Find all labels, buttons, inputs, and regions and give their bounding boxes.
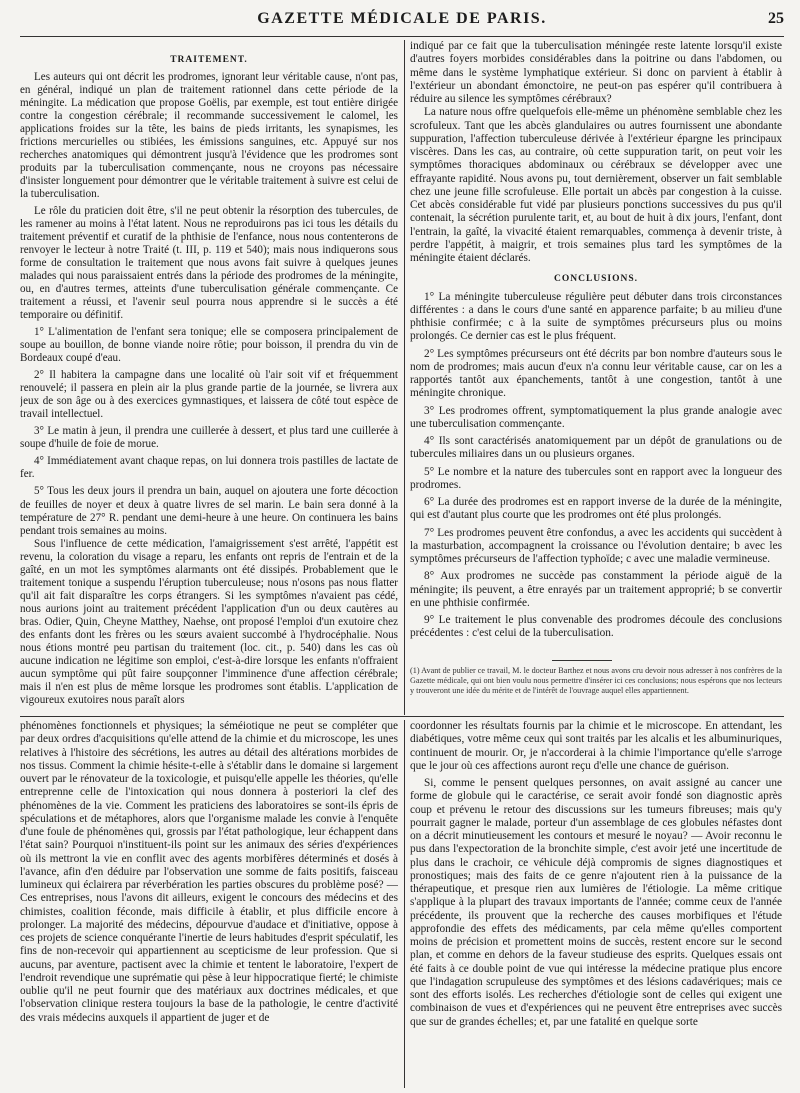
conclusion-item: 2° Les symptômes précurseurs ont été décrits par bon nombre d'auteurs sous le nom de prodromes; mais aucun d'eux n'a connu leur véritable cause, car on les a rapportés tantôt aux épanchements, tantôt à une congestion, tantôt à une méningite chronique. xyxy=(410,347,782,400)
conclusion-item: 8° Aux prodromes ne succède pas constamment la période aiguë de la méningite; ils peuvent, a être enrayés par un traitement approprié; b se convertir en une phthisie confirmée. xyxy=(410,570,782,609)
conclusion-item: 4° Ils sont caractérisés anatomiquement par un dépôt de granulations ou de tubercules miliaires dans un ou plusieurs organes. xyxy=(410,435,782,461)
paragraph: Le rôle du praticien doit être, s'il ne peut obtenir la résorption des tubercules, de les ramener au moins à l'état latent. Nous ne reproduirons pas ici tous les détails du traitement préventif et curatif de la phthisie de l'enfance, nous nous contenterons de renvoyer le lecteur à notre Traité (t. III, p. 119 et 540); mais nous indiquerons sous forme de consultation le traitement que nous avons fait suivre à quelques jeunes malades qui nous paraissaient entrés dans la période des prodromes de la méningite, ou, en d'autres termes, atteints d'une tuberculisation générale commençante. Ce traitement a réussi, et l'avenir seul pourra nous apprendre si le succès a été temporaire ou définitif. xyxy=(20,205,398,322)
conclusion-item: 3° Les prodromes offrent, symptomatiquement la plus grande analogie avec une tuberculisation commençante. xyxy=(410,404,782,430)
lower-right-column xyxy=(410,720,782,1086)
conclusion-item: 5° Le nombre et la nature des tubercules sont en rapport avec la longueur des prodromes. xyxy=(410,465,782,491)
paragraph: coordonner les résultats fournis par la chimie et le microscope. En attendant, les diabétiques, votre même ceux qui sont traités par les alcalis et les albuminuriques, continuent de mourir. Or, je n'accorderai à la chimie l'importance qu'elle s'arroge que le jour où ces affections auront reçu d'elle une chance de guérison. xyxy=(410,720,782,772)
footnote: (1) Avant de publier ce travail, M. le docteur Barthez et nous avons cru devoir nous adresser à nos confrères de la Gazette médicale, qui ont bien voulu nous permettre d'insérer ici ces conclusions; nous espérons que nos lecteurs y trouveront une idée du mérite et de l'intérêt de l'ouvrage auquel elles appartiennent. xyxy=(410,666,782,695)
page-number: 25 xyxy=(768,10,784,27)
upper-right-column xyxy=(410,40,782,648)
column-divider xyxy=(404,40,405,715)
paragraph: Les auteurs qui ont décrit les prodromes, ignorant leur véritable cause, n'ont pas, en général, indiqué un plan de traitement rationnel dans cette période de la méningite. La médication que propose Goëlis, par exemple, est tout entière dirigée contre la congestion cérébrale; il recommande successivement le calomel, les applications froides sur la tête, les bains de pieds irritants, les synapismes, les frictions mercurielles ou stibiées, les émissions sanguines, etc. Appuyé sur nos recherches anatomiques qui démontrent jusqu'à l'évidence que les prodromes sont produits par la tuberculisation commençante, nous ne croyons pas nécessaire d'insister longuement pour démontrer que le véritable traitement à suivre est celui de la tuberculisation. xyxy=(20,71,398,201)
paragraph: 3° Le matin à jeun, il prendra une cuillerée à dessert, et plus tard une cuillerée à soupe d'huile de foie de morue. xyxy=(20,425,398,451)
header-rule xyxy=(20,36,784,37)
conclusion-item: 9° Le traitement le plus convenable des prodromes découle des conclusions précédentes : c'est celui de la tuberculisation. xyxy=(410,614,782,640)
journal-title: GAZETTE MÉDICALE DE PARIS. xyxy=(257,10,547,27)
paragraph: 1° L'alimentation de l'enfant sera tonique; elle se composera principalement de soupe au bouillon, de bonne viande noire rôtie; pour boisson, il prendra du vin de Bordeaux coupé d'eau. xyxy=(20,326,398,365)
page-header xyxy=(20,8,784,34)
paragraph: La nature nous offre quelquefois elle-même un phénomène semblable chez les scrofuleux. Tant que les abcès glandulaires ou autres fournissent une abondante suppuration, l'affection tuberculeuse dérivée à l'extérieur épargne les principaux viscères. Dans les cas, au contraire, où cette suppuration tarit, on peut voir les symptômes thoraciques abdominaux ou cérébraux se développer avec une effrayante rapidité. Nous avons pu, tout dernièrement, observer un fait semblable chez une jeune fille scrofuleuse. Elle portait un abcès par congestion à la cuisse. Cet abcès considérable fut vidé par plusieurs ponctions successives du pus qu'il contenait, la sécrétion purulente tarit, et, au bout de huit à dix jours, l'enfant, dont l'entrain, la gaîté, la vivacité étaient remarquables, commença à devenir triste, à perdre l'appétit, à maigrir, et trois semaines plus tard les symptômes de la méningite étaient déclarés. xyxy=(410,106,782,264)
section-title-conclusions: CONCLUSIONS. xyxy=(553,274,639,285)
conclusion-item: 6° La durée des prodromes est en rapport inverse de la durée de la méningite, qui est d'autant plus courte que les prodromes ont été plus prolongés. xyxy=(410,496,782,522)
column-divider xyxy=(404,720,405,1088)
paragraph: Si, comme le pensent quelques personnes, on avait assigné au cancer une forme de globule qui le caractérise, ce serait avoir fondé son diagnostic après coup et prévenu le retour des discussions sur les tumeurs fibreuses; mais qu'y pourrait gagner le malade, porteur d'un assemblage de ces globules néfastes dont on a décrit minutieusement les contours et mesuré le noyau? — Avoir reconnu le pus dans l'expectoration de la bronchite simple, c'est avoir jeté une incertitude de plus dans le crachoir, ce véhicule déjà compromis de signes diagnostiques et pronostiques; mais des faits de ce genre n'ajoutent rien à la puissance de la thérapeutique, et presque rien aux lumières de l'étiologie. La même critique s'applique à la plupart des travaux importants de l'année; comme ceux de l'année précédente, ils prouvent que la recherche des causes morbifiques et l'étude approfondie des effets des médicaments, par cela même qu'elles comportent moins de précision et promettent moins de succès, restent encore sur le second plan, et comme en dehors de la faveur studieuse des esprits. Quelques essais ont été faits à ce double point de vue qui intéresse la médecine pratique plus encore que l'indagation scrupuleuse des symptômes et des lésions cadavériques; mais ce sont des efforts isolés. Les recherches d'étiologie sont de celles qui exigent une combinaison de vues et d'expériences qui ne peuvent être entreprises avec succès que sur de grandes échelles; et, par une fatalité en quelque sorte xyxy=(410,777,782,1028)
paragraph: 5° Tous les deux jours il prendra un bain, auquel on ajoutera une forte décoction de feuilles de noyer et deux à quatre livres de sel marin. Le bain sera donné à la température de 27° R. pendant une demi-heure à une heure. On continuera les bains pendant trois semaines au moins. xyxy=(20,485,398,537)
section-title-traitement: TRAITEMENT. xyxy=(170,55,248,65)
upper-left-column xyxy=(20,52,398,712)
footnote-rule xyxy=(552,660,612,661)
paragraph: indiqué par ce fait que la tuberculisation méningée reste latente lorsqu'il existe d'autres foyers morbides considérables dans la poitrine ou dans l'abdomen, ou même dans le système lymphatique extérieur. Si donc on parvient à établir à l'extérieur un abondant émonctoire, ne peut-on pas espérer qu'il contribuera à réduire au silence les symptômes cérébraux? xyxy=(410,40,782,105)
paragraph: 4° Immédiatement avant chaque repas, on lui donnera trois pastilles de lactate de fer. xyxy=(20,455,398,481)
lower-left-column xyxy=(20,720,398,1086)
conclusion-item: 7° Les prodromes peuvent être confondus, a avec les accidents qui succèdent à la masturbation, accompagnent la croissance ou l'évolution dentaire; b avec les symptômes précurseurs de l'affection typhoïde; c avec une maladie vermineuse. xyxy=(410,526,782,565)
paragraph: Sous l'influence de cette médication, l'amaigrissement s'est arrêté, l'appétit est revenu, la coloration du visage a reparu, les enfants ont repris de l'entrain et de la gaîté, en un mot les symptômes alarmants ont été dissipés. Probablement que le traitement tonique a suspendu l'éruption tuberculeuse; nous n'osons pas nous flatter qu'il ait fait disparaître les corps étrangers. Si les symptômes n'avaient pas cédé, nous aurions joint au traitement précédent l'application d'un ou deux cautères au bras. Odier, Quin, Cheyne Matthey, Naehse, ont proposé l'emploi d'un exutoire chez des enfants dont les frères ou les sœurs avaient succombé à l'hydrocéphalie. Nous nous étions montré peu partisan du traitement (loc. cit., p. 540) dans les cas où aucune indication ne légitime son emploi, c'est-à-dire lorsque les enfants n'offraient aucun symptôme qui pût faire soupçonner l'imminence d'une affection cérébrale; mais il n'en est plus de même lorsque les prodromes sont établis. L'application de vigoureux exutoires nous paraît alors xyxy=(20,537,398,706)
conclusion-item: 1° La méningite tuberculeuse régulière peut débuter dans trois circonstances différentes : a dans le cours d'une santé en apparence parfaite; b au milieu d'une phthisie confirmée; c à la suite de symptômes précurseurs plus ou moins prolongés. Ce dernier cas est le plus fréquent. xyxy=(410,290,782,343)
paragraph: phénomènes fonctionnels et physiques; la séméiotique ne peut se compléter que par deux ordres d'acquisitions qu'elle attend de la chimie et du microscope, les unes relatives à l'histoire des sécrétions, les autres au détail des altérations morbides de nos tissus. Comment la chimie hésite-t-elle à s'établir dans le domaine si largement ouvert par le rénovateur de la toxicologie, et puisqu'elle appelle les théories, qu'elle entreprenne celle de l'intoxication qui nous donnera à posteriori la clef des phénomènes de la vie. Comment les praticiens des laboratoires se sont-ils épris de spéculations et de métaphores, alors que l'organisme malade les convie à l'enquête d'une foule de phénomènes qui, grossis par l'état pathologique, leur échappent dans l'état sain? Pourquoi n'instituent-ils point sur les animaux des séries d'expériences où ils mettront la vie en conflit avec des agents morbifères déterminés et dosés à l'avance, afin d'en déduire par l'observation une somme de faits positifs, faisceau lumineux qui éclairera par réverbération les parties obscures du problème posé? — Ces entreprises, nous l'avons dit ailleurs, exigent le concours des médecins et des chimistes, coalition féconde, mais difficile à établir, et plus difficile encore à prolonger. La majorité des médecins, dépourvue d'audace et d'initiative, oppose à ces projets de science conquérante l'inertie de leurs habitudes d'esprit spéculatif, les fins de non-recevoir qui appartiennent au scepticisme de leur profession. Que si aucuns, par aventure, pactisent avec la chimie et tentent le laboratoire, l'expert de l'endroit revendique une suprématie qui pèse à leur hippocratique fierté; le chimiste oublie qu'il ne peut fournir que des matériaux aux doctrines médicales, et que l'observation clinique restera toujours la base de la pathologie, le centre d'activité des vrais médecins auxquels il appartient de juger et de xyxy=(20,720,398,1024)
paragraph: 2° Il habitera la campagne dans une localité où l'air soit vif et fréquemment renouvelé; il passera en plein air la plus grande partie de la journée, se livrera aux jeux de son âge ou à des exercices gymnastiques, et laissera de côté tout espèce de travail intellectuel. xyxy=(20,369,398,421)
section-divider-rule xyxy=(20,716,784,717)
